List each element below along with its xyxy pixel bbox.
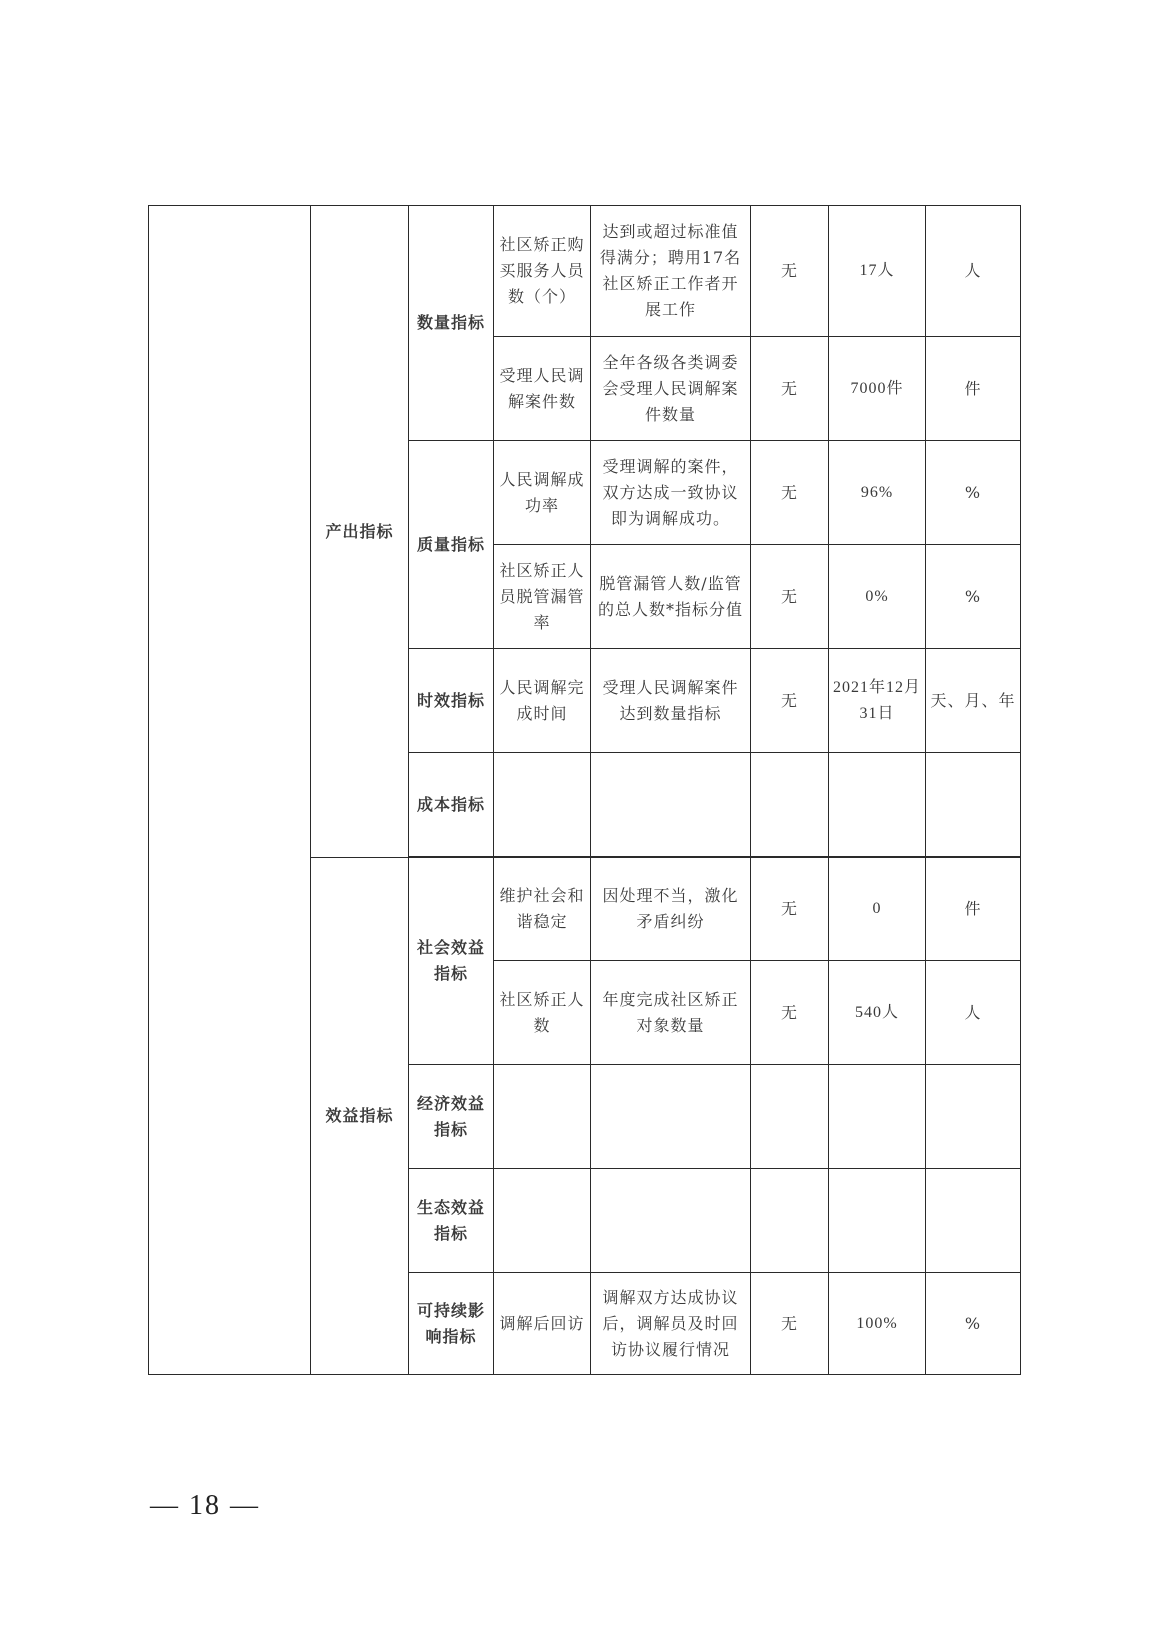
level3-social: 社会效益指标 xyxy=(409,858,494,1065)
level3-cost: 成本指标 xyxy=(409,753,494,857)
empty-cell xyxy=(494,1169,591,1273)
indicator-col5: 无 xyxy=(751,961,829,1065)
empty-cell xyxy=(591,1169,751,1273)
indicator-target: 96% xyxy=(829,441,926,545)
level3-timeliness: 时效指标 xyxy=(409,649,494,753)
level2-benefit: 效益指标 xyxy=(311,858,409,1375)
indicator-target: 0 xyxy=(829,858,926,961)
level3-ecological: 生态效益指标 xyxy=(409,1169,494,1273)
empty-cell xyxy=(751,1169,829,1273)
indicator-unit: % xyxy=(926,1273,1021,1375)
indicator-col5: 无 xyxy=(751,649,829,753)
indicator-unit: 人 xyxy=(926,961,1021,1065)
indicator-desc: 达到或超过标准值得满分；聘用17名社区矫正工作者开展工作 xyxy=(591,206,751,337)
performance-indicator-table xyxy=(148,205,1021,1375)
indicator-desc: 受理人民调解案件达到数量指标 xyxy=(591,649,751,753)
indicator-desc: 受理调解的案件，双方达成一致协议即为调解成功。 xyxy=(591,441,751,545)
level2-output: 产出指标 xyxy=(311,206,409,858)
indicator-unit: 天、月、年 xyxy=(926,649,1021,753)
empty-cell xyxy=(751,1065,829,1169)
empty-cell xyxy=(494,1065,591,1169)
level3-quantity: 数量指标 xyxy=(409,206,494,441)
indicator-desc: 调解双方达成协议后，调解员及时回访协议履行情况 xyxy=(591,1273,751,1375)
empty-cell xyxy=(926,753,1021,857)
indicator-desc: 脱管漏管人数/监管的总人数*指标分值 xyxy=(591,545,751,649)
level3-sustainable: 可持续影响指标 xyxy=(409,1273,494,1375)
indicator-desc: 年度完成社区矫正对象数量 xyxy=(591,961,751,1065)
indicator-col5: 无 xyxy=(751,441,829,545)
page-number: — 18 — xyxy=(150,1490,260,1521)
indicator-target: 17人 xyxy=(829,206,926,337)
indicator-name: 社区矫正人数 xyxy=(494,961,591,1065)
empty-cell xyxy=(494,753,591,857)
indicator-name: 调解后回访 xyxy=(494,1273,591,1375)
level3-economic: 经济效益指标 xyxy=(409,1065,494,1169)
indicator-col5: 无 xyxy=(751,206,829,337)
indicator-target: 540人 xyxy=(829,961,926,1065)
indicator-target: 2021年12月31日 xyxy=(829,649,926,753)
empty-cell xyxy=(829,1169,926,1273)
indicator-unit: 件 xyxy=(926,337,1021,441)
indicator-col5: 无 xyxy=(751,545,829,649)
level3-quality: 质量指标 xyxy=(409,441,494,649)
indicator-name: 人民调解完成时间 xyxy=(494,649,591,753)
empty-cell xyxy=(829,753,926,857)
indicator-unit: % xyxy=(926,545,1021,649)
indicator-unit: 人 xyxy=(926,206,1021,337)
empty-cell xyxy=(926,1065,1021,1169)
empty-cell xyxy=(926,1169,1021,1273)
empty-cell xyxy=(829,1065,926,1169)
indicator-unit: % xyxy=(926,441,1021,545)
indicator-target: 100% xyxy=(829,1273,926,1375)
empty-cell xyxy=(751,753,829,857)
empty-cell xyxy=(591,1065,751,1169)
indicator-col5: 无 xyxy=(751,337,829,441)
indicator-name: 社区矫正购买服务人员数（个） xyxy=(494,206,591,337)
indicator-desc: 全年各级各类调委会受理人民调解案件数量 xyxy=(591,337,751,441)
indicator-name: 人民调解成功率 xyxy=(494,441,591,545)
table-row xyxy=(149,206,1021,337)
empty-cell xyxy=(591,753,751,857)
indicator-desc: 因处理不当，激化矛盾纠纷 xyxy=(591,858,751,961)
indicator-unit: 件 xyxy=(926,858,1021,961)
level1-cell xyxy=(149,206,311,1375)
indicator-target: 7000件 xyxy=(829,337,926,441)
indicator-name: 受理人民调解案件数 xyxy=(494,337,591,441)
indicator-col5: 无 xyxy=(751,858,829,961)
indicator-col5: 无 xyxy=(751,1273,829,1375)
indicator-target: 0% xyxy=(829,545,926,649)
indicator-name: 维护社会和谐稳定 xyxy=(494,858,591,961)
indicator-name: 社区矫正人员脱管漏管率 xyxy=(494,545,591,649)
